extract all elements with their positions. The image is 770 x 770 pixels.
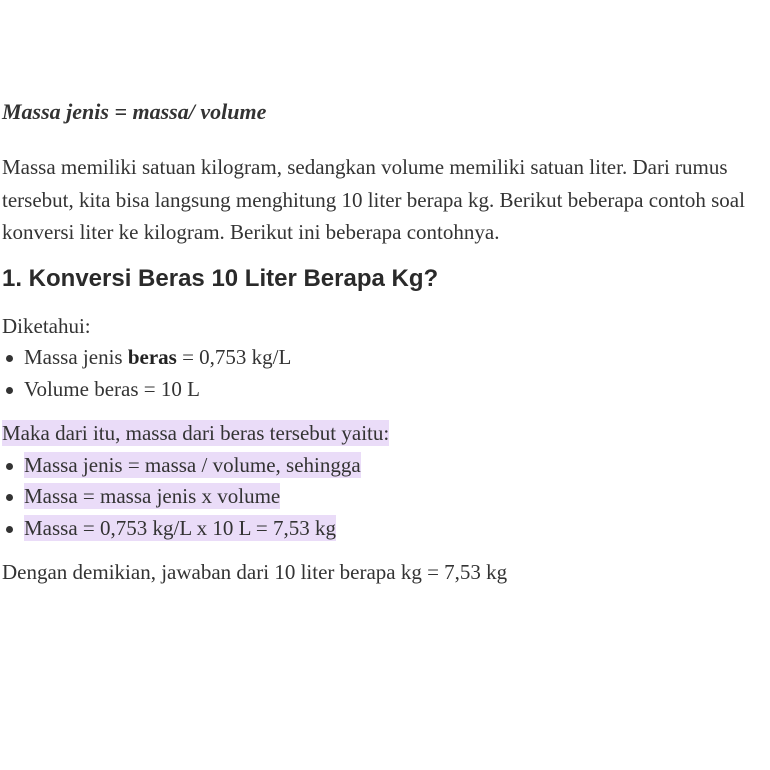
step-text: Massa jenis = massa / volume, sehingga: [24, 452, 361, 477]
density-bold-word: beras: [127, 345, 177, 369]
density-suffix: = 0,753 kg/L: [176, 345, 292, 369]
article-body: [2, 96, 764, 589]
known-label: Diketahui:: [2, 313, 91, 338]
list-item-step-3: [2, 513, 764, 545]
section-heading: 1. Konversi Beras 10 Liter Berapa Kg?: [2, 264, 439, 292]
known-list: [2, 342, 764, 405]
intro-paragraph: Massa memiliki satuan kilogram, sedangkan volume memiliki satuan liter. Dari rumus tersebut, kita bisa langsung menghitung 10 liter berapa kg. Berikut beberapa contoh soal konversi liter ke kilogram. Berikut ini beberapa contohnya.: [2, 155, 745, 244]
steps-list: [2, 450, 764, 545]
list-item-density: [2, 342, 764, 374]
formula-line: Massa jenis = massa/ volume: [2, 99, 267, 124]
step-text: Massa = 0,753 kg/L x 10 L = 7,53 kg: [24, 515, 337, 540]
density-prefix: Massa jenis: [24, 345, 128, 369]
list-item-step-2: [2, 481, 764, 513]
so-paragraph: [2, 417, 764, 450]
highlighted-so-text: Maka dari itu, massa dari beras tersebut yaitu:: [2, 421, 390, 445]
volume-text: Volume beras = 10 L: [24, 376, 200, 401]
list-item-step-1: [2, 450, 764, 482]
list-item-volume: [2, 374, 764, 406]
step-text: Massa = massa jenis x volume: [24, 484, 281, 508]
conclusion-paragraph: Dengan demikian, jawaban dari 10 liter berapa kg = 7,53 kg: [2, 560, 508, 584]
